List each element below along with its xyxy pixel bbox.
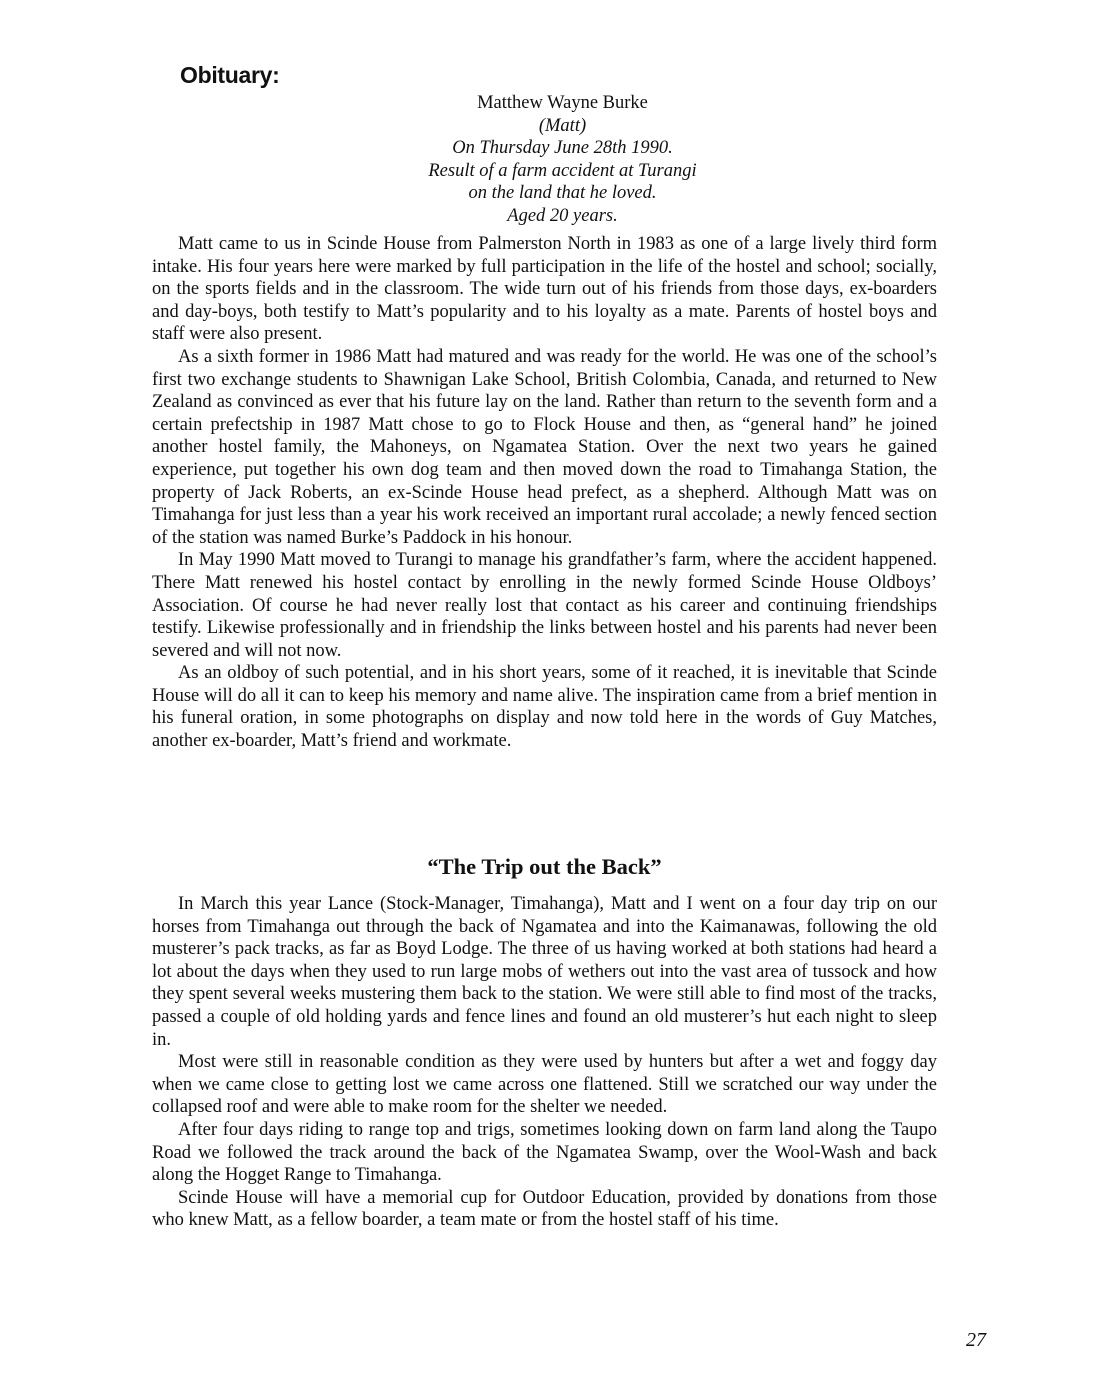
obituary-body [152, 233, 937, 753]
trip-paragraph: After four days riding to range top and trigs, sometimes looking down on farm land along the Taupo Road we followed the track around the back of the Ngamatea Swamp, over the Wool-Wash and back along the Hogget Range to Timahanga. [152, 1119, 937, 1186]
trip-body [152, 893, 937, 1232]
obituary-paragraph: Matt came to us in Scinde House from Palmerston North in 1983 as one of a large lively third form intake. His four years here were marked by full participation in the life of the hostel and school; socially, on the sports fields and in the classroom. The wide turn out of his friends from those days, ex-boarders and day-boys, both testify to Matt’s popularity and to his loyalty as a mate. Parents of hostel boys and staff were also present. [152, 234, 937, 345]
cause-of-death-line-2: on the land that he loved. [468, 183, 657, 203]
age-at-death: Aged 20 years. [507, 205, 618, 226]
obituary-paragraph: As a sixth former in 1986 Matt had matured and was ready for the world. He was one of the school’s first two exchange students to Shawnigan Lake School, British Colombia, Canada, and returned to New Zealand as convinced as ever that his future lay on the land. Rather than return to the seventh form and a certain prefectship in 1987 Matt chose to go to Flock House and then, as “general hand” he joined another hostel family, the Mahoneys, on Ngamatea Station. Over the next two years he gained experience, put together his own dog team and then moved down the road to Timahanga Station, the property of Jack Roberts, an ex-Scinde House head prefect, as a shepherd. Although Matt was on Timahanga for just less than a year his work received an important rural accolade; a newly fenced section of the station was named Burke’s Paddock in his honour. [152, 346, 937, 548]
date-of-death: On Thursday June 28th 1990. [452, 138, 673, 158]
trip-section-title: “The Trip out the Back” [427, 854, 662, 879]
cause-of-death-line-1: Result of a farm accident at Turangi [428, 160, 697, 181]
deceased-name: Matthew Wayne Burke [477, 93, 648, 113]
trip-paragraph: Scinde House will have a memorial cup for Outdoor Education, provided by donations from those who knew Matt, as a fellow boarder, a team mate or from the hostel staff of his time. [152, 1187, 937, 1231]
obituary-paragraph: In May 1990 Matt moved to Turangi to manage his grandfather’s farm, where the accident happened. There Matt renewed his hostel contact by enrolling in the newly formed Scinde House Oldboys’ Association. Of course he had never really lost that contact as his career and continuing friendships testify. Likewise professionally and in friendship the links between hostel and his parents had never been severed and will not now. [152, 550, 937, 661]
page-number: 27 [966, 1329, 986, 1351]
deceased-nickname: (Matt) [538, 115, 587, 136]
trip-paragraph: Most were still in reasonable condition as they were used by hunters but after a wet and foggy day when we came close to getting lost we came across one flattened. Still we scratched our way under the collapsed roof and were able to make room for the shelter we needed. [152, 1052, 937, 1118]
obituary-heading: Obituary: [180, 62, 280, 88]
trip-paragraph: In March this year Lance (Stock-Manager, Timahanga), Matt and I went on a four day trip on our horses from Timahanga out through the back of Ngamatea and into the Kaimanawas, following the old musterer’s pack tracks, as far as Boyd Lodge. The three of us having worked at both stations had heard a lot about the days when they used to run large mobs of wethers out into the vast area of tussock and how they spent several weeks mustering them back to the station. We were still able to find most of the tracks, passed a couple of old holding yards and fence lines and found an old musterer’s hut each night to sleep in. [152, 894, 937, 1050]
obituary-paragraph: As an oldboy of such potential, and in his short years, some of it reached, it is inevitable that Scinde House will do all it can to keep his memory and name alive. The inspiration came from a brief mention in his funeral oration, in some photographs on display and now told here in the words of Guy Matches, another ex-boarder, Matt’s friend and workmate. [152, 663, 937, 752]
dedication-block [300, 92, 825, 227]
